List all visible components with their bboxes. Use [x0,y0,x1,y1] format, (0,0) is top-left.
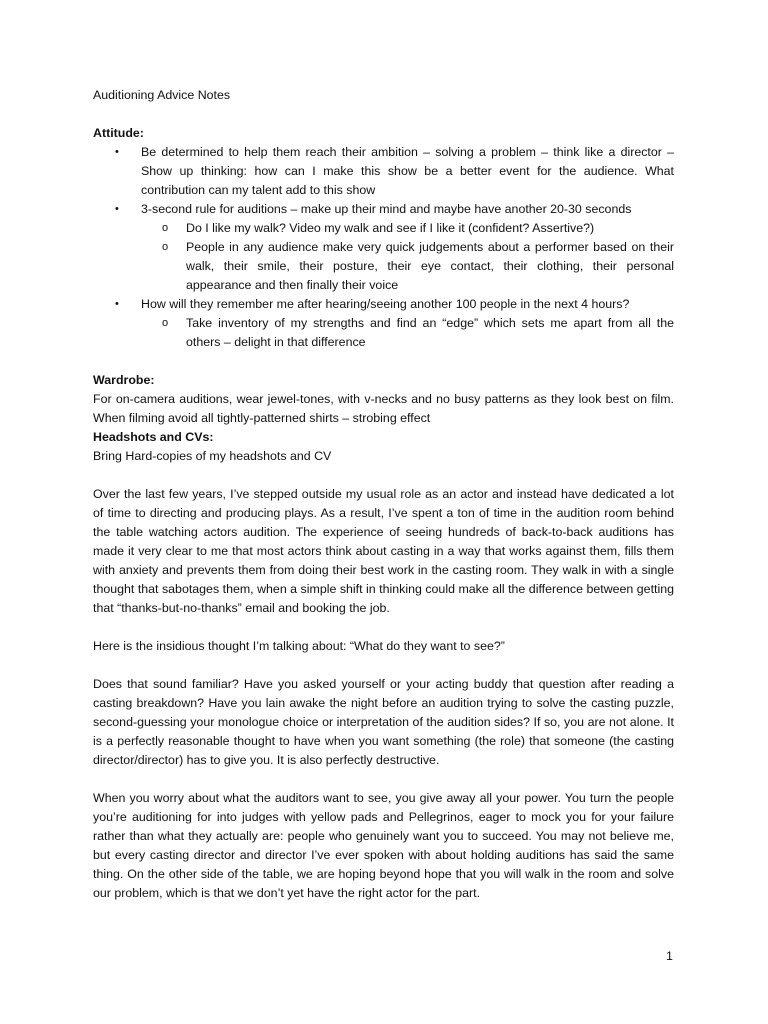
spacer [93,770,674,789]
attitude-item-text: 3-second rule for auditions – make up their mind and maybe have another 20-30 seconds [141,202,632,216]
spacer [93,656,674,675]
attitude-heading: Attitude: [93,126,144,140]
attitude-item-text: Be determined to help them reach their ambition – solving a problem – think like a director – Show up thinking: how can I make this show be a better event for the audience. What contribution can my talent add to this show [141,145,674,197]
attitude-item-text: How will they remember me after hearing/seeing another 100 people in the next 4 hours? [141,297,630,311]
attitude-list [93,143,674,352]
spacer [93,466,674,485]
wardrobe-text: For on-camera auditions, wear jewel-tones, with v-necks and no busy patterns as they look best on film. When filming avoid all tightly-patterned shirts – strobing effect [93,392,674,425]
bullet-icon: • [115,146,119,158]
body-paragraph: Does that sound familiar? Have you asked yourself or your acting buddy that question after reading a casting breakdown? Have you lain awake the night before an audition trying to solve the casting puzzle, second-guessing your monologue choice or interpretation of the audition sides? If so, you are not alone. It is a perfectly reasonable thought to have when you want something (the role) that someone (the casting director/director) has to give you. It is also perfectly destructive. [93,677,674,767]
sub-bullet-icon: o [162,317,169,329]
spacer [93,352,674,371]
page-number: 1 [666,949,673,963]
attitude-item [93,200,674,219]
body-paragraph: Here is the insidious thought I’m talking about: “What do they want to see?” [93,639,505,653]
attitude-subitem [93,219,674,238]
attitude-item [93,295,674,314]
sub-bullet-icon: o [162,241,169,253]
attitude-subitem-text: Do I like my walk? Video my walk and see if I like it (confident? Assertive?) [186,221,595,235]
bullet-icon: • [115,298,119,310]
attitude-subitem [93,314,674,352]
headshots-heading: Headshots and CVs: [93,430,214,444]
attitude-item [93,143,674,200]
document-title: Auditioning Advice Notes [93,88,231,102]
wardrobe-heading: Wardrobe: [93,373,155,387]
headshots-text: Bring Hard-copies of my headshots and CV [93,449,332,463]
body-paragraph: When you worry about what the auditors want to see, you give away all your power. You turn the people you’re auditioning for into judges with yellow pads and Pellegrinos, eager to mock you for your failure rather than what they actually are: people who genuinely want you to succeed. You may not believe me, but every casting director and director I’ve ever spoken with about holding auditions has said the same thing. On the other side of the table, we are hoping beyond hope that you will walk in the room and solve our problem, which is that we don’t yet have the right actor for the part. [93,791,674,900]
bullet-icon: • [115,203,119,215]
spacer [93,618,674,637]
attitude-subitem-text: Take inventory of my strengths and find an “edge” which sets me apart from all the others – delight in that difference [186,316,674,349]
sub-bullet-icon: o [162,222,169,234]
body-paragraph: Over the last few years, I’ve stepped outside my usual role as an actor and instead have dedicated a lot of time to directing and producing plays. As a result, I’ve spent a ton of time in the audition room behind the table watching actors audition. The experience of seeing hundreds of back-to-back auditions has made it very clear to me that most actors think about casting in a way that works against them, fills them with anxiety and prevents them from doing their best work in the casting room. They walk in with a single thought that sabotages them, when a simple shift in thinking could make all the difference between getting that “thanks-but-no-thanks” email and booking the job. [93,487,674,615]
attitude-subitem [93,238,674,295]
attitude-subitem-text: People in any audience make very quick judgements about a performer based on their walk, their smile, their posture, their eye contact, their clothing, their personal appearance and then finally their voice [186,240,674,292]
document-body [93,86,674,903]
